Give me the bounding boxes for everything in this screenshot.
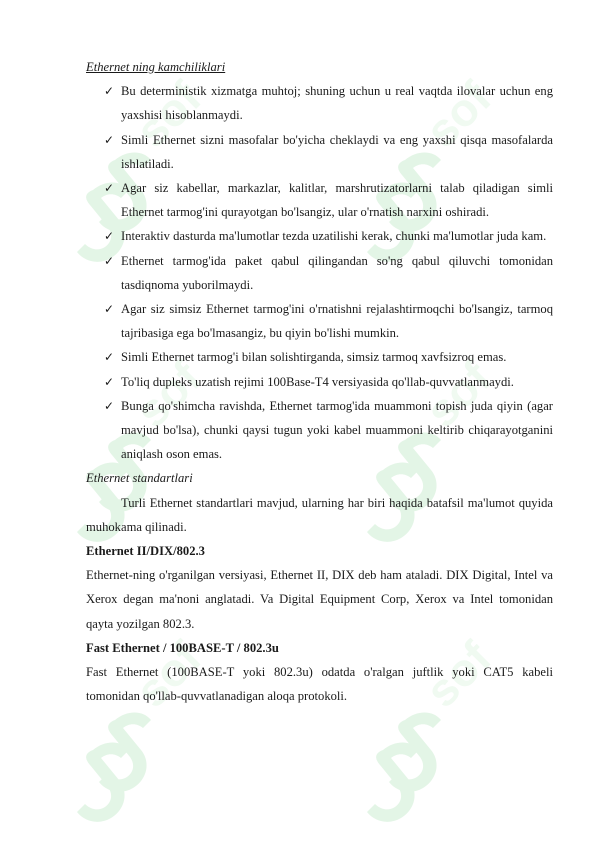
list-item: ✓ Ethernet tarmog'ida paket qabul qilingandan so'ng qabul qiluvchi tomonidan tasdiqnoma yuborilmaydi. xyxy=(86,249,553,297)
check-mark-icon: ✓ xyxy=(104,229,115,244)
check-mark-icon: ✓ xyxy=(104,84,115,99)
check-mark-icon: ✓ xyxy=(104,374,115,389)
fast-ethernet-paragraph: Fast Ethernet (100BASE-T yoki 802.3u) odatda o'ralgan juftlik yoki CAT5 kabeli tomonidan qo'llab-quvvatlanadigan aloqa protokoli. xyxy=(86,665,553,704)
section-heading-standards: Ethernet standartlari xyxy=(86,471,193,486)
list-item: ✓ Agar siz simsiz Ethernet tarmog'ini o'rnatishni rejalashtirmoqchi bo'lsangiz, tarmoq tajribasiga ega bo'lmasangiz, bu qiyin bo'lishi mumkin. xyxy=(86,297,553,345)
drawbacks-list xyxy=(86,79,553,466)
check-mark-icon: ✓ xyxy=(104,132,115,147)
document-page xyxy=(86,55,553,708)
ethernet-ii-paragraph: Ethernet-ning o'rganilgan versiyasi, Ethernet II, DIX deb ham ataladi. DIX Digital, Intel va Xerox degan ma'noni anglatadi. Va Digital Equipment Corp, Xerox va Intel tomonidan qayta yozilgan 802.3. xyxy=(86,568,553,631)
list-item: ✓ To'liq dupleks uzatish rejimi 100Base-T4 versiyasida qo'llab-quvvatlanmaydi. xyxy=(86,370,553,394)
check-mark-icon: ✓ xyxy=(104,350,115,365)
section-heading-drawbacks: Ethernet ning kamchiliklari xyxy=(86,60,226,74)
standards-intro-paragraph: Turli Ethernet standartlari mavjud, ularning har biri haqida batafsil ma'lumot quyida muhokama qilinadi. xyxy=(86,495,553,534)
list-item: ✓ Bunga qo'shimcha ravishda, Ethernet tarmog'ida muammoni topish juda qiyin (agar mavjud bo'lsa), chunki qaysi tugun yoki kabel muammoni keltirib chiqarayotganini aniqlash oson emas. xyxy=(86,394,553,467)
list-item: ✓ Simli Ethernet tarmog'i bilan solishtirganda, simsiz tarmoq xavfsizroq emas. xyxy=(86,345,553,369)
list-item: ✓ Agar siz kabellar, markazlar, kalitlar, marshrutizatorlarni talab qiladigan simli Ethernet tarmog'ini qurayotgan bo'lsangiz, ular o'rnatish narxini oshiradi. xyxy=(86,176,553,224)
check-mark-icon: ✓ xyxy=(104,181,115,196)
section-heading-ethernet-ii: Ethernet II/DIX/802.3 xyxy=(86,544,205,559)
section-heading-fast-ethernet: Fast Ethernet / 100BASE-T / 802.3u xyxy=(86,640,279,655)
list-item: ✓ Simli Ethernet sizni masofalar bo'yicha cheklaydi va eng yaxshi qisqa masofalarda ishlatiladi. xyxy=(86,128,553,176)
check-mark-icon: ✓ xyxy=(104,398,115,413)
check-mark-icon: ✓ xyxy=(104,302,115,317)
list-item: ✓ Interaktiv dasturda ma'lumotlar tezda uzatilishi kerak, chunki ma'lumotlar juda kam. xyxy=(86,224,553,248)
list-item: ✓ Bu deterministik xizmatga muhtoj; shuning uchun u real vaqtda ilovalar uchun eng yaxshisi hisoblanmaydi. xyxy=(86,79,553,127)
check-mark-icon: ✓ xyxy=(104,253,115,268)
